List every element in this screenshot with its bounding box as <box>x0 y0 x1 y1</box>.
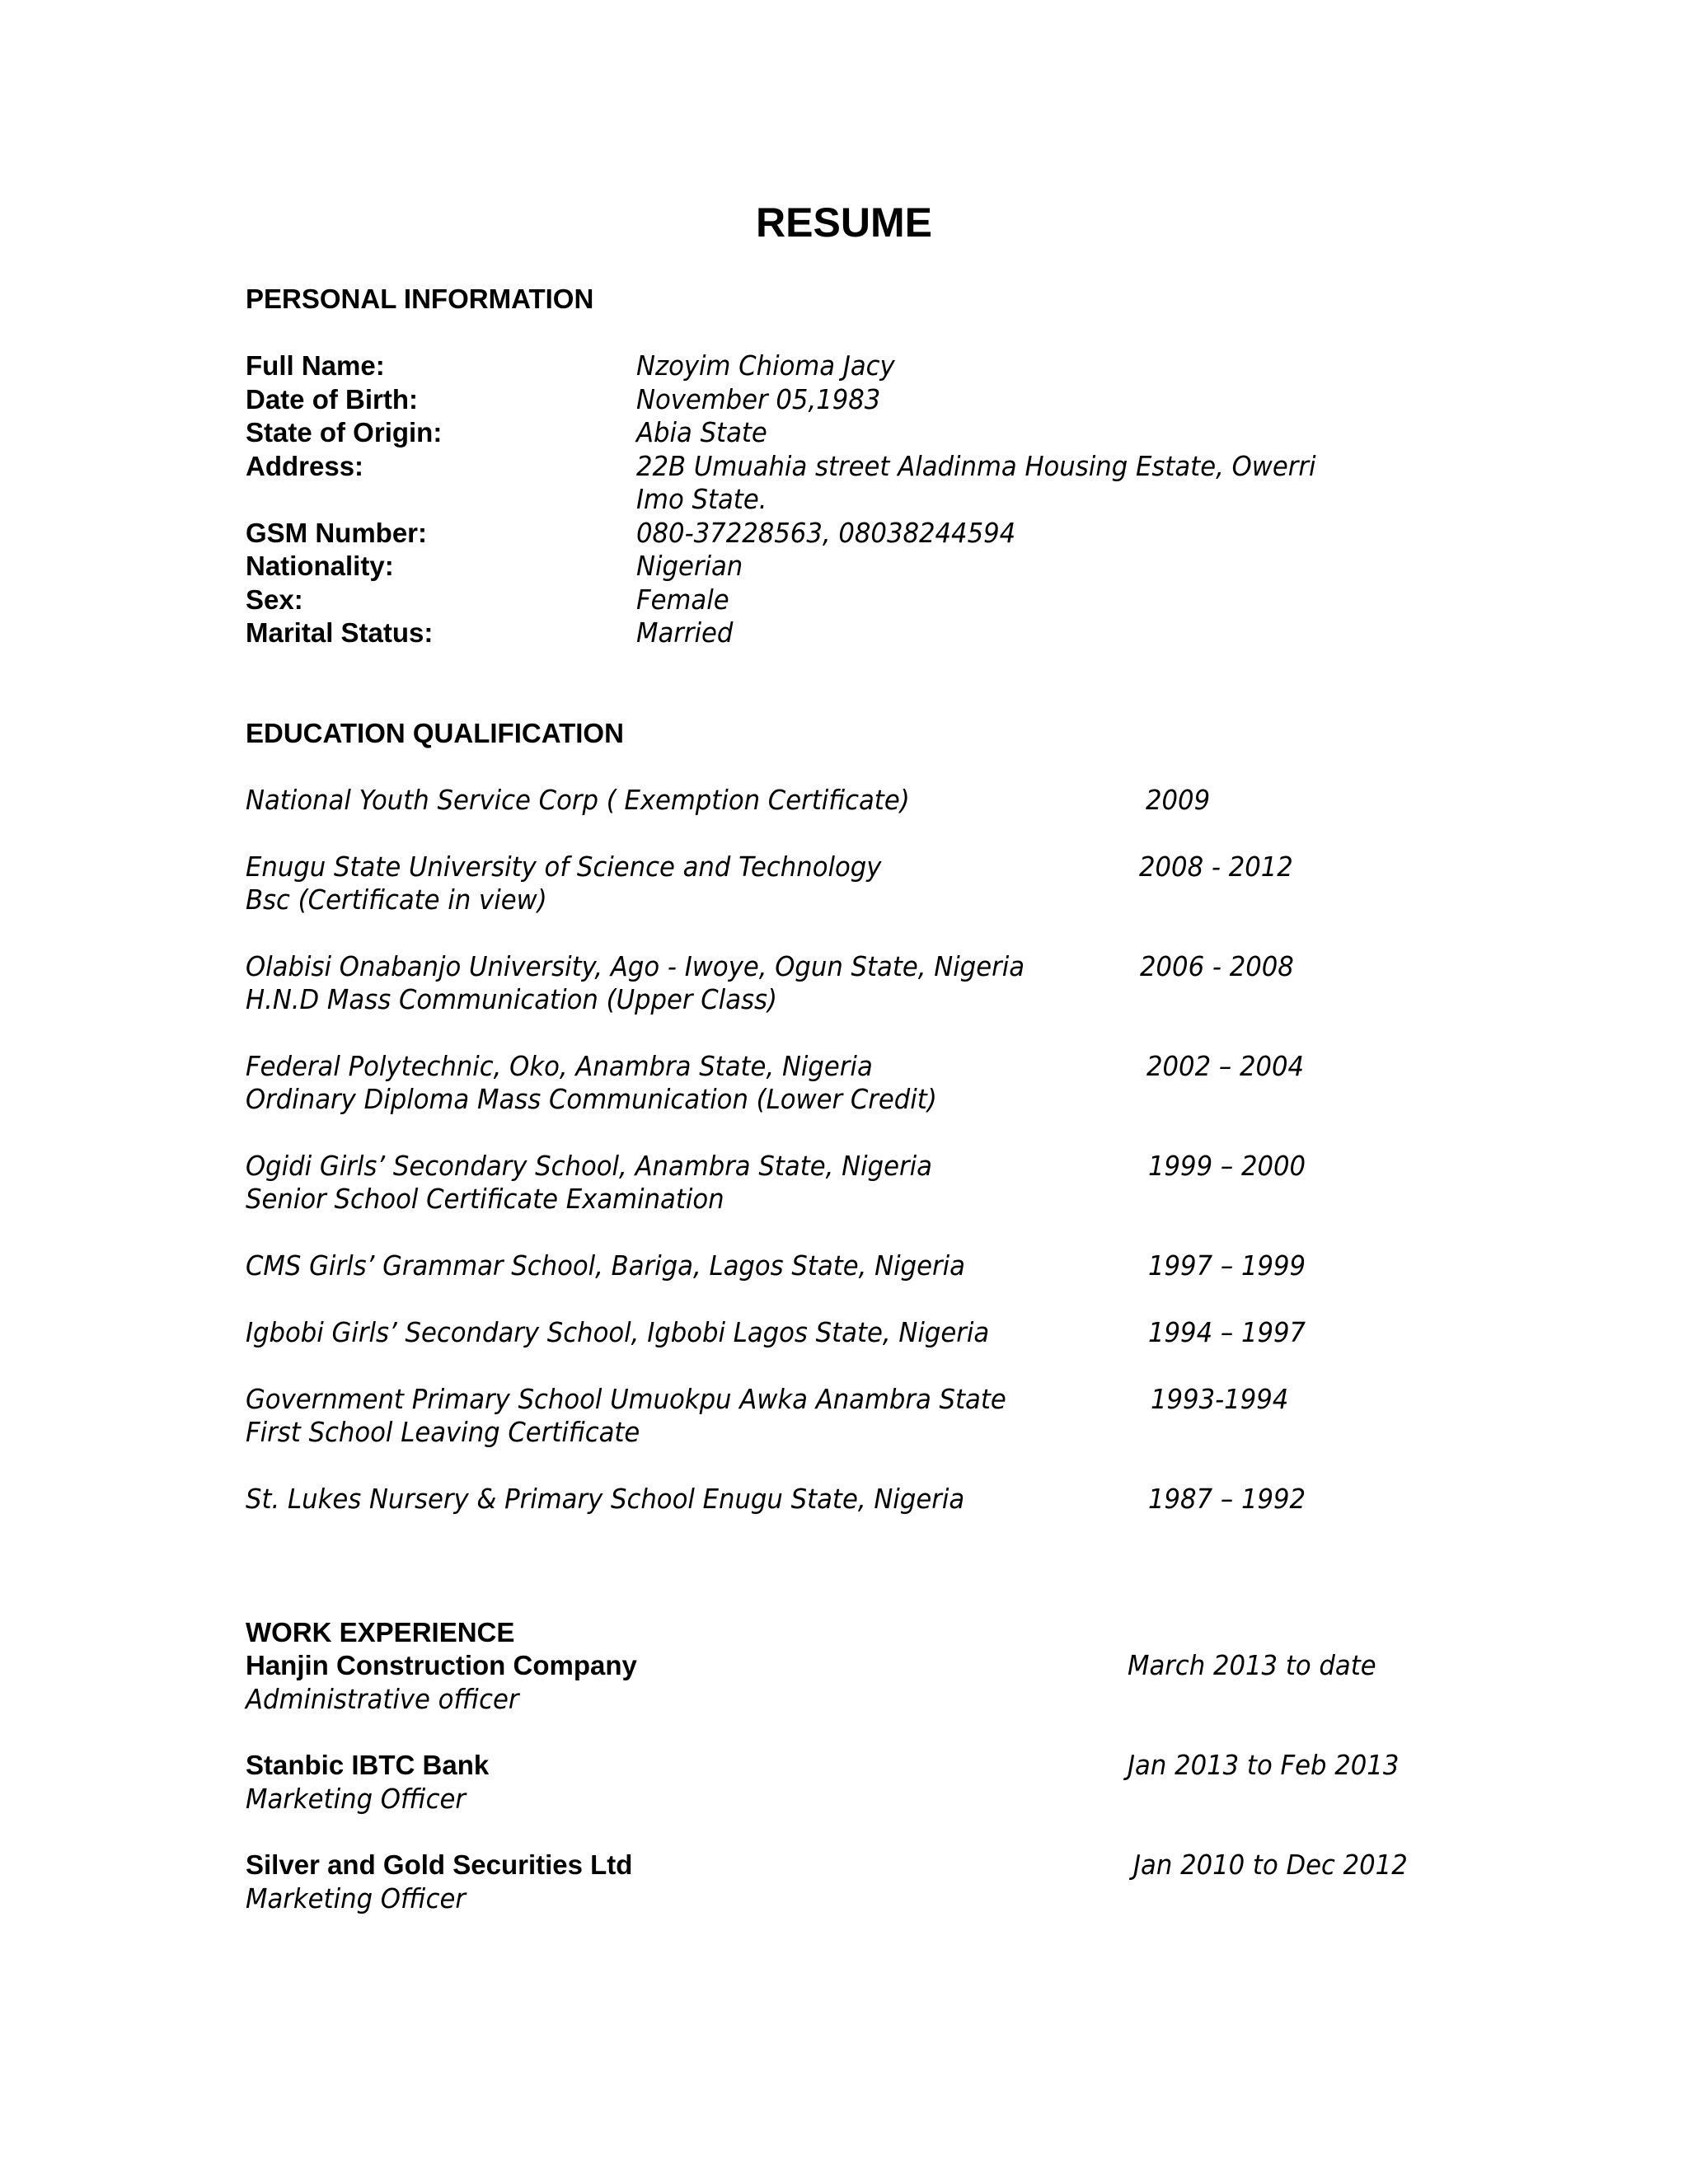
job-period: Jan 2013 to Feb 2013 <box>1128 1749 1400 1781</box>
edu-entry-detail: Ordinary Diploma Mass Communication (Lower Credit) <box>246 1083 937 1115</box>
gsm-label: GSM Number: <box>246 518 428 548</box>
gsm-value: 080-37228563, 08038244594 <box>636 517 1016 549</box>
edu-entry-years: 2002 – 2004 <box>1146 1050 1305 1082</box>
edu-entry-title: Enugu State University of Science and Technology <box>246 851 882 883</box>
job-company: Stanbic IBTC Bank <box>246 1750 490 1780</box>
job-role: Marketing Officer <box>246 1783 467 1815</box>
address-value-line2: Imo State. <box>636 483 767 515</box>
edu-entry-detail: H.N.D Mass Communication (Upper Class) <box>246 983 777 1015</box>
edu-entry-title: Igbobi Girls’ Secondary School, Igbobi Lagos State, Nigeria <box>246 1316 990 1348</box>
education-heading: EDUCATION QUALIFICATION <box>246 718 624 748</box>
page-title: RESUME <box>756 199 932 246</box>
personal-info-heading: PERSONAL INFORMATION <box>246 284 594 314</box>
address-value: 22B Umuahia street Aladinma Housing Estate, Owerri <box>636 450 1316 482</box>
edu-entry-title: CMS Girls’ Grammar School, Bariga, Lagos State, Nigeria <box>246 1249 965 1282</box>
address-label: Address: <box>246 451 364 481</box>
job-role: Marketing Officer <box>246 1882 467 1915</box>
full-name-value: Nzoyim Chioma Jacy <box>636 349 895 382</box>
edu-entry-years: 1993-1994 <box>1151 1383 1289 1415</box>
job-company: Hanjin Construction Company <box>246 1650 637 1680</box>
marital-status-label: Marital Status: <box>246 617 434 648</box>
edu-entry-years: 1997 – 1999 <box>1148 1249 1306 1282</box>
edu-entry-years: 2008 - 2012 <box>1139 851 1293 883</box>
edu-entry-title: St. Lukes Nursery & Primary School Enugu State, Nigeria <box>246 1483 965 1515</box>
state-of-origin-value: Abia State <box>636 416 767 448</box>
nationality-value: Nigerian <box>636 550 743 582</box>
job-role: Administrative officer <box>246 1683 519 1715</box>
job-period: Jan 2010 to Dec 2012 <box>1133 1849 1408 1881</box>
edu-entry-detail: Senior School Certificate Examination <box>246 1183 724 1215</box>
edu-entry-title: National Youth Service Corp ( Exemption Certificate) <box>246 784 910 816</box>
edu-entry-years: 2009 <box>1146 784 1211 816</box>
edu-entry-title: Federal Polytechnic, Oko, Anambra State, Nigeria <box>246 1050 873 1082</box>
marital-status-value: Married <box>636 616 734 649</box>
job-company: Silver and Gold Securities Ltd <box>246 1849 633 1880</box>
job-period: March 2013 to date <box>1128 1649 1376 1681</box>
edu-entry-years: 1987 – 1992 <box>1148 1483 1306 1515</box>
state-of-origin-label: State of Origin: <box>246 417 443 448</box>
dob-label: Date of Birth: <box>246 384 418 415</box>
edu-entry-title: Government Primary School Umuokpu Awka Anambra State <box>246 1383 1006 1415</box>
edu-entry-years: 1994 – 1997 <box>1148 1316 1306 1348</box>
sex-value: Female <box>636 583 729 616</box>
work-heading: WORK EXPERIENCE <box>246 1617 515 1647</box>
edu-entry-detail: First School Leaving Certificate <box>246 1416 640 1448</box>
edu-entry-years: 1999 – 2000 <box>1148 1150 1306 1182</box>
sex-label: Sex: <box>246 584 303 615</box>
edu-entry-title: Ogidi Girls’ Secondary School, Anambra State, Nigeria <box>246 1150 932 1182</box>
edu-entry-detail: Bsc (Certificate in view) <box>246 883 547 916</box>
edu-entry-years: 2006 - 2008 <box>1140 950 1294 982</box>
dob-value: November 05,1983 <box>636 383 881 415</box>
nationality-label: Nationality: <box>246 551 394 581</box>
full-name-label: Full Name: <box>246 350 385 381</box>
edu-entry-title: Olabisi Onabanjo University, Ago - Iwoye, Ogun State, Nigeria <box>246 950 1025 982</box>
